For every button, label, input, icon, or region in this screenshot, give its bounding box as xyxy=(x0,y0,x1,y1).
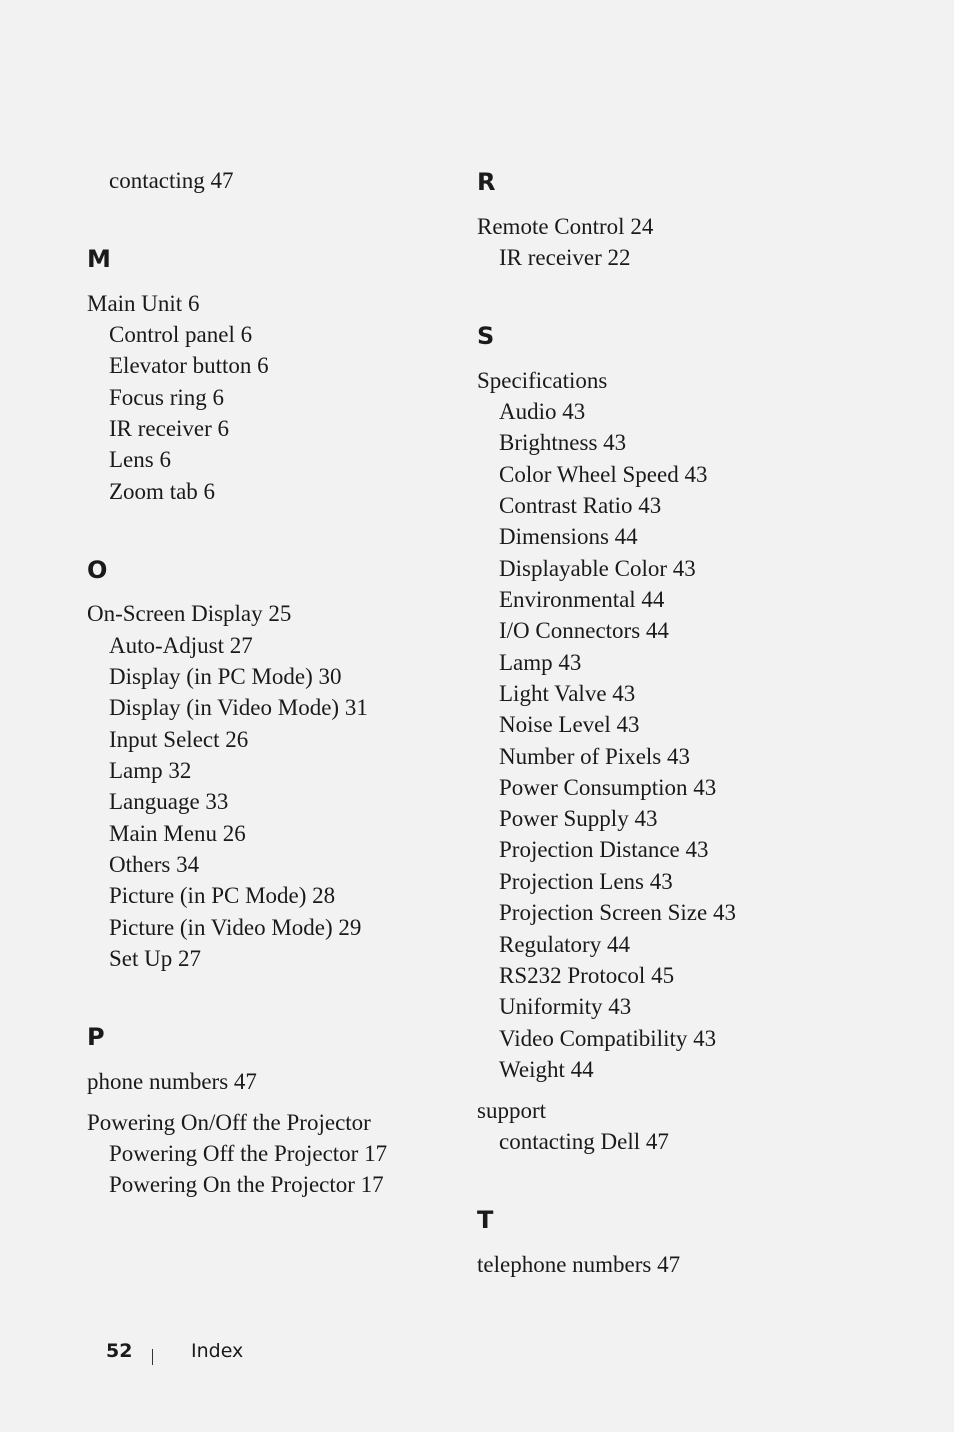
index-letter-heading: S xyxy=(477,322,495,350)
footer-divider xyxy=(152,1349,153,1365)
index-entry: Main Unit 6 xyxy=(87,291,200,316)
index-subentry: Lamp 43 xyxy=(499,650,582,675)
index-subentry: contacting Dell 47 xyxy=(499,1129,669,1154)
index-subentry: Regulatory 44 xyxy=(499,932,630,957)
index-subentry: Dimensions 44 xyxy=(499,524,638,549)
index-subentry: Picture (in PC Mode) 28 xyxy=(109,883,336,908)
index-subentry: Language 33 xyxy=(109,789,229,814)
index-subentry: Weight 44 xyxy=(499,1057,594,1082)
index-letter-heading: P xyxy=(87,1023,105,1051)
index-subentry: Display (in Video Mode) 31 xyxy=(109,695,368,720)
index-subentry: Brightness 43 xyxy=(499,430,627,455)
index-subentry: RS232 Protocol 45 xyxy=(499,963,675,988)
index-subentry: I/O Connectors 44 xyxy=(499,618,669,643)
index-letter-heading: R xyxy=(477,168,496,196)
index-subentry: Number of Pixels 43 xyxy=(499,744,691,769)
index-subentry: Elevator button 6 xyxy=(109,353,269,378)
index-subentry: Projection Screen Size 43 xyxy=(499,900,736,925)
index-subentry: Display (in PC Mode) 30 xyxy=(109,664,342,689)
index-subentry: Lamp 32 xyxy=(109,758,192,783)
index-entry: phone numbers 47 xyxy=(87,1069,257,1094)
index-subentry: IR receiver 22 xyxy=(499,245,631,270)
index-letter-heading: M xyxy=(87,245,111,273)
index-subentry: Input Select 26 xyxy=(109,727,249,752)
index-letter-heading: T xyxy=(477,1206,494,1234)
index-subentry: Displayable Color 43 xyxy=(499,556,696,581)
index-subentry: Light Valve 43 xyxy=(499,681,636,706)
index-subentry: Contrast Ratio 43 xyxy=(499,493,662,518)
index-subentry: Video Compatibility 43 xyxy=(499,1026,717,1051)
index-subentry: Picture (in Video Mode) 29 xyxy=(109,915,362,940)
index-subentry: Uniformity 43 xyxy=(499,994,632,1019)
index-entry: On-Screen Display 25 xyxy=(87,601,292,626)
index-letter-heading: O xyxy=(87,556,108,584)
index-subentry: Powering Off the Projector 17 xyxy=(109,1141,388,1166)
index-subentry: Control panel 6 xyxy=(109,322,253,347)
index-subentry: Zoom tab 6 xyxy=(109,479,216,504)
index-subentry: Environmental 44 xyxy=(499,587,665,612)
index-subentry: Noise Level 43 xyxy=(499,712,640,737)
index-subentry: Main Menu 26 xyxy=(109,821,246,846)
index-subentry: Set Up 27 xyxy=(109,946,201,971)
index-entry: Remote Control 24 xyxy=(477,214,654,239)
index-entry: Specifications xyxy=(477,368,608,393)
index-subentry: Focus ring 6 xyxy=(109,385,224,410)
index-subentry: Others 34 xyxy=(109,852,200,877)
index-subentry: Powering On the Projector 17 xyxy=(109,1172,384,1197)
index-entry: Powering On/Off the Projector xyxy=(87,1110,371,1135)
index-subentry: Power Consumption 43 xyxy=(499,775,717,800)
page-number: 52 xyxy=(106,1340,133,1362)
index-subentry: Projection Distance 43 xyxy=(499,837,709,862)
index-subentry: Projection Lens 43 xyxy=(499,869,673,894)
index-subentry: Audio 43 xyxy=(499,399,586,424)
index-entry: telephone numbers 47 xyxy=(477,1252,681,1277)
section-title: Index xyxy=(191,1340,244,1362)
index-subentry: contacting 47 xyxy=(109,168,234,193)
index-subentry: Lens 6 xyxy=(109,447,171,472)
index-subentry: Power Supply 43 xyxy=(499,806,658,831)
index-subentry: IR receiver 6 xyxy=(109,416,230,441)
index-entry: support xyxy=(477,1098,546,1123)
index-subentry: Auto-Adjust 27 xyxy=(109,633,253,658)
index-subentry: Color Wheel Speed 43 xyxy=(499,462,708,487)
